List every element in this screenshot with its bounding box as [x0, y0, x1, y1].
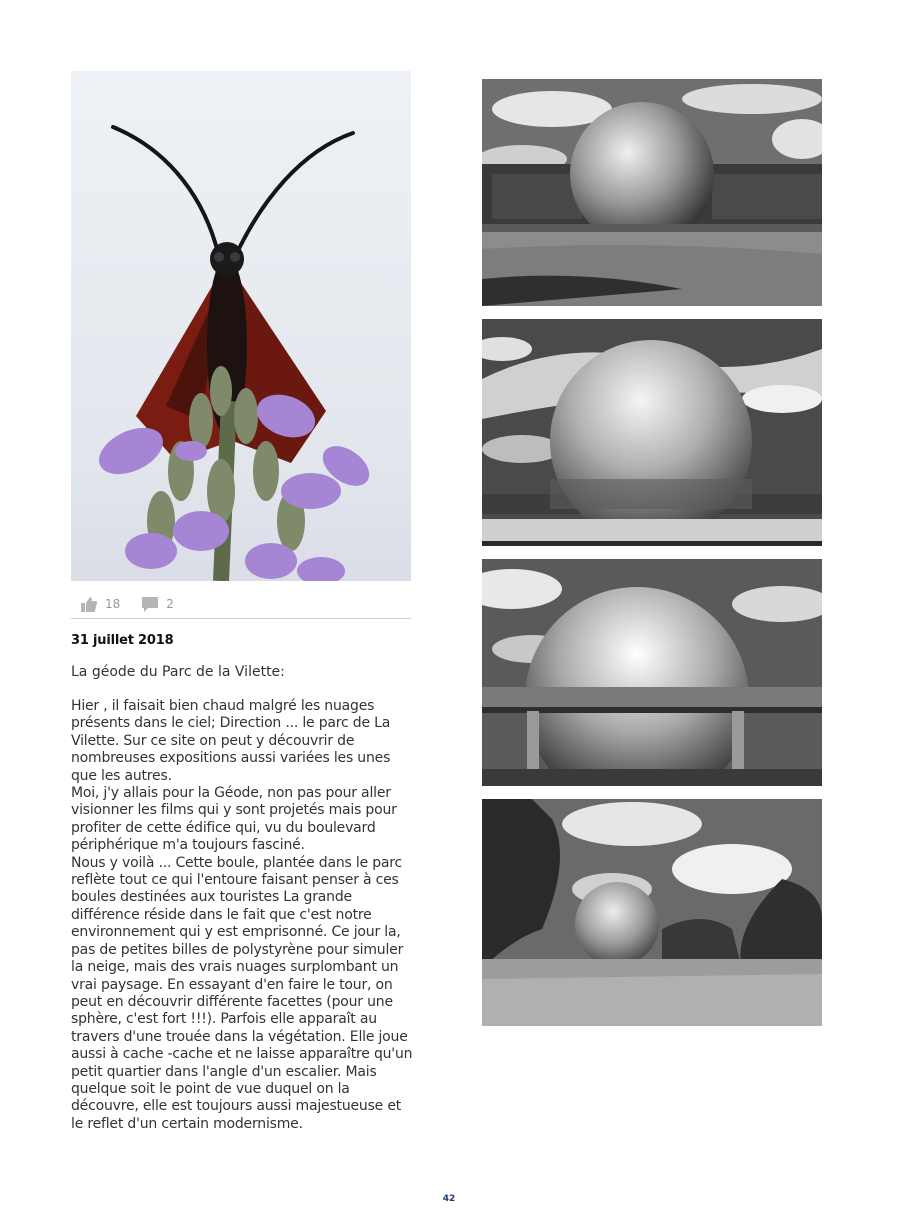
geode-photo-lawn [482, 79, 822, 306]
moth-photo [71, 71, 411, 581]
geode-photo-trees [482, 799, 822, 1026]
post-stats [71, 590, 411, 619]
paragraph: Moi, j'y allais pour la Géode, non pas pour aller visionner les films qui y sont projetés mais pour profiter de cette édifice qui, vu du boulevard périphérique m'a toujours fasciné. [71, 785, 397, 854]
paragraph: Hier , il faisait bien chaud malgré les nuages présents dans le ciel; Direction ... le parc de La Vilette. Sur ce site on peut y découvrir de nombreuses expositions aussi variées les unes que les autres. [71, 698, 391, 784]
post-date: 31 juillet 2018 [71, 633, 174, 648]
likes-stat[interactable] [81, 597, 120, 612]
geode-photo-sky [482, 319, 822, 546]
speech-bubble-icon [142, 597, 158, 612]
comments-count: 2 [166, 597, 174, 611]
post-body [71, 698, 416, 1133]
post-title: La géode du Parc de la Vilette: [71, 664, 285, 680]
paragraph: Nous y voilà ... Cette boule, plantée dans le parc reflète tout ce qui l'entoure faisant penser à ces boules destinées aux touristes La grande différence réside dans le fait que c'est notre environnement qui y est emprisonné. Ce jour la, pas de petites billes de polystyrène pour simuler la neige, mais des vrais nuages surplombant un vrai paysage. En essayant d'en faire le tour, on peut en découvrir différente facettes (pour une sphère, c'est fort !!!). Parfois elle apparaît au travers d'une trouée dans la végétation. Elle joue aussi à cache -cache et ne laisse apparaître qu'un petit quartier dans l'angle d'un escalier. Mais quelque soit le point de vue duquel on la découvre, elle est toujours aussi majestueuse et le reflet d'un certain modernisme. [71, 854, 413, 1132]
thumbs-up-icon [81, 597, 97, 612]
page-number: 42 [442, 1194, 456, 1204]
geode-photo-walkway [482, 559, 822, 786]
comments-stat[interactable] [142, 597, 174, 612]
likes-count: 18 [105, 597, 121, 611]
